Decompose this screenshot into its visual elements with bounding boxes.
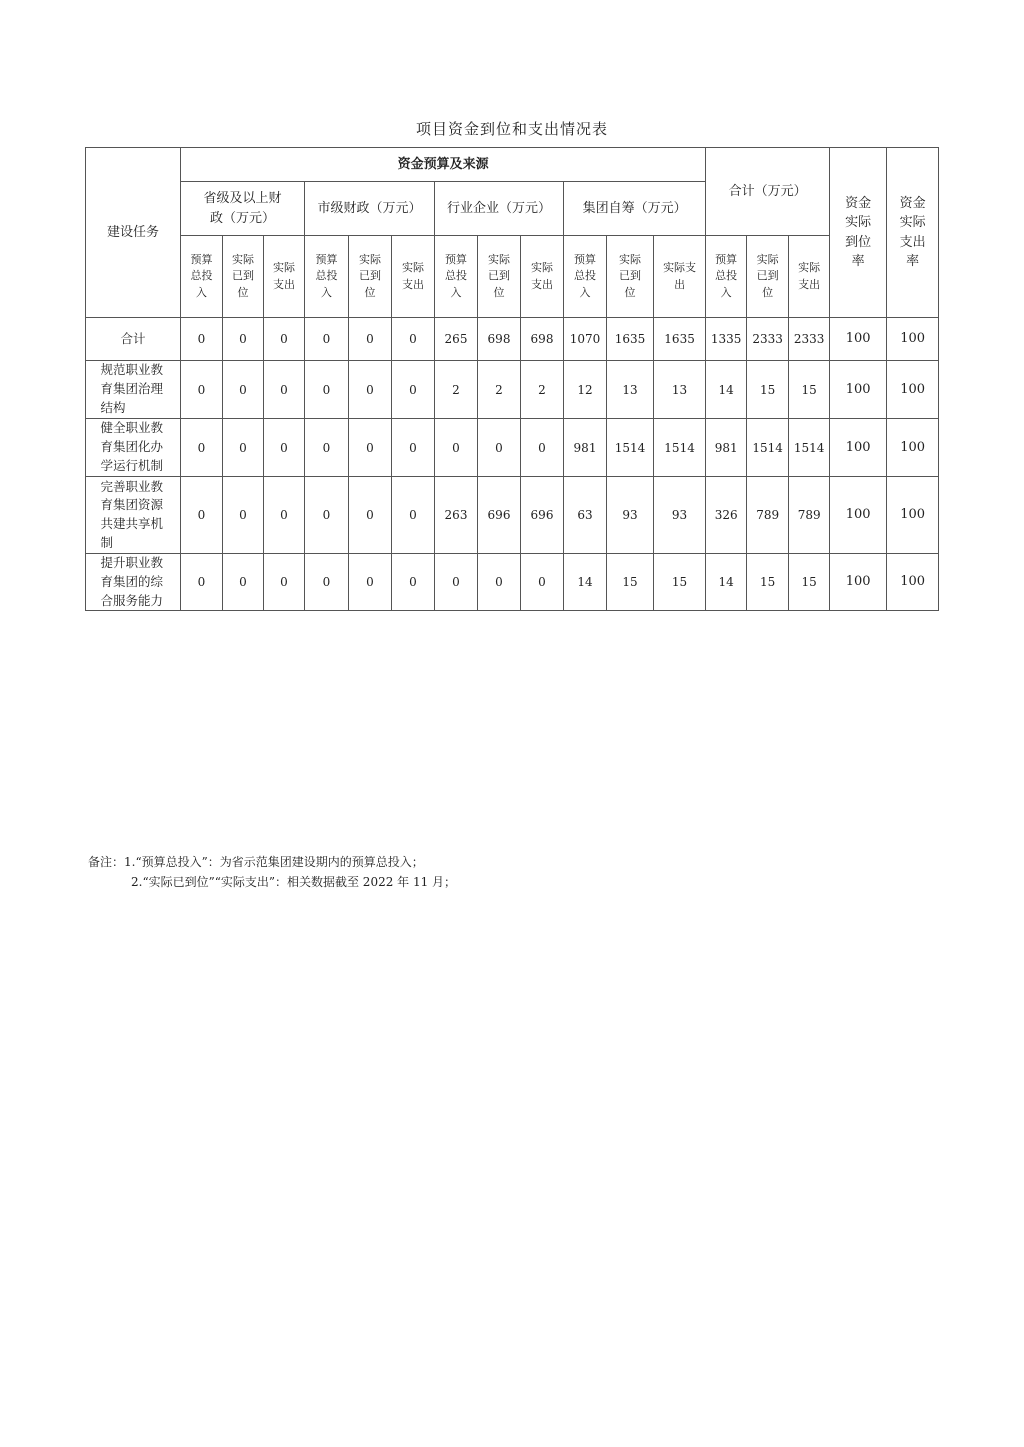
- table-row: [86, 477, 939, 554]
- cell-value: 15: [789, 361, 830, 419]
- cell-value: 0: [305, 318, 349, 361]
- header-group-provincial: 省级及以上财政（万元）: [181, 182, 305, 236]
- table-row: [86, 361, 939, 419]
- cell-value: 0: [392, 477, 435, 554]
- row-label: 完善职业教育集团资源共建共享机制: [86, 477, 181, 554]
- cell-value: 0: [223, 554, 264, 611]
- cell-value: 0: [223, 477, 264, 554]
- cell-value: 0: [349, 318, 392, 361]
- row-label: 合计: [86, 318, 181, 361]
- cell-value: 263: [435, 477, 478, 554]
- cell-value: 1514: [654, 419, 706, 477]
- cell-value: 63: [564, 477, 607, 554]
- header-sub-arrived: 实际已到位: [478, 236, 521, 318]
- header-sub-budget: 预算总投入: [305, 236, 349, 318]
- cell-value: 13: [654, 361, 706, 419]
- cell-value: 0: [305, 419, 349, 477]
- cell-value: 0: [521, 419, 564, 477]
- header-group-industry: 行业企业（万元）: [435, 182, 564, 236]
- cell-value: 1335: [706, 318, 747, 361]
- cell-value: 14: [564, 554, 607, 611]
- cell-value: 698: [521, 318, 564, 361]
- cell-value: 12: [564, 361, 607, 419]
- cell-value: 0: [264, 419, 305, 477]
- cell-value: 0: [392, 554, 435, 611]
- header-sub-arrived: 实际已到位: [747, 236, 789, 318]
- cell-value: 93: [607, 477, 654, 554]
- header-sub-spent: 实际支出: [392, 236, 435, 318]
- cell-arrival-rate: 100: [830, 419, 887, 477]
- cell-value: 2: [521, 361, 564, 419]
- header-sub-spent: 实际支出: [521, 236, 564, 318]
- cell-value: 2: [435, 361, 478, 419]
- cell-value: 15: [747, 554, 789, 611]
- cell-value: 981: [564, 419, 607, 477]
- header-budget-sources: 资金预算及来源: [181, 148, 706, 182]
- cell-value: 0: [478, 419, 521, 477]
- cell-value: 1070: [564, 318, 607, 361]
- cell-spend-rate: 100: [887, 477, 939, 554]
- cell-value: 15: [747, 361, 789, 419]
- cell-value: 789: [789, 477, 830, 554]
- cell-value: 1514: [789, 419, 830, 477]
- cell-arrival-rate: 100: [830, 361, 887, 419]
- header-sub-budget: 预算总投入: [564, 236, 607, 318]
- cell-value: 0: [305, 477, 349, 554]
- cell-arrival-rate: 100: [830, 554, 887, 611]
- cell-value: 15: [607, 554, 654, 611]
- funds-table: [85, 147, 939, 611]
- cell-value: 0: [392, 361, 435, 419]
- cell-value: 0: [435, 419, 478, 477]
- cell-value: 0: [264, 477, 305, 554]
- cell-value: 93: [654, 477, 706, 554]
- cell-value: 0: [181, 361, 223, 419]
- header-spend-rate: 资金实际支出率: [887, 148, 939, 318]
- header-total: 合计（万元）: [706, 148, 830, 236]
- header-arrival-rate: 资金实际到位率: [830, 148, 887, 318]
- cell-value: 0: [223, 419, 264, 477]
- cell-value: 0: [264, 361, 305, 419]
- cell-value: 0: [181, 318, 223, 361]
- page-title: 项目资金到位和支出情况表: [415, 120, 608, 138]
- cell-value: 326: [706, 477, 747, 554]
- cell-value: 1635: [654, 318, 706, 361]
- cell-value: 0: [392, 318, 435, 361]
- header-sub-budget: 预算总投入: [181, 236, 223, 318]
- cell-value: 15: [654, 554, 706, 611]
- cell-value: 1514: [607, 419, 654, 477]
- header-group-self-raised: 集团自筹（万元）: [564, 182, 706, 236]
- cell-value: 0: [349, 419, 392, 477]
- cell-spend-rate: 100: [887, 419, 939, 477]
- header-sub-arrived: 实际已到位: [607, 236, 654, 318]
- header-sub-spent: 实际支出: [789, 236, 830, 318]
- cell-value: 0: [392, 419, 435, 477]
- cell-value: 696: [521, 477, 564, 554]
- header-sub-arrived: 实际已到位: [223, 236, 264, 318]
- cell-arrival-rate: 100: [830, 477, 887, 554]
- row-label: 规范职业教育集团治理结构: [86, 361, 181, 419]
- cell-value: 981: [706, 419, 747, 477]
- row-label: 健全职业教育集团化办学运行机制: [86, 419, 181, 477]
- header-group-municipal: 市级财政（万元）: [305, 182, 435, 236]
- cell-value: 0: [223, 361, 264, 419]
- cell-value: 0: [478, 554, 521, 611]
- cell-value: 0: [521, 554, 564, 611]
- cell-value: 2333: [789, 318, 830, 361]
- cell-spend-rate: 100: [887, 318, 939, 361]
- cell-value: 789: [747, 477, 789, 554]
- cell-value: 13: [607, 361, 654, 419]
- cell-value: 0: [305, 554, 349, 611]
- note-line-2: 2.“实际已到位”“实际支出”：相关数据截至 2022 年 11 月；: [131, 875, 457, 889]
- cell-arrival-rate: 100: [830, 318, 887, 361]
- header-sub-budget: 预算总投入: [435, 236, 478, 318]
- cell-value: 0: [349, 554, 392, 611]
- cell-value: 14: [706, 554, 747, 611]
- header-task: 建设任务: [86, 148, 181, 318]
- cell-value: 2333: [747, 318, 789, 361]
- cell-value: 0: [181, 419, 223, 477]
- cell-value: 0: [305, 361, 349, 419]
- header-sub-arrived: 实际已到位: [349, 236, 392, 318]
- cell-value: 0: [349, 477, 392, 554]
- cell-value: 14: [706, 361, 747, 419]
- cell-value: 0: [223, 318, 264, 361]
- cell-value: 1635: [607, 318, 654, 361]
- header-sub-budget: 预算总投入: [706, 236, 747, 318]
- table-row: [86, 419, 939, 477]
- cell-value: 696: [478, 477, 521, 554]
- cell-value: 0: [435, 554, 478, 611]
- row-label: 提升职业教育集团的综合服务能力: [86, 554, 181, 611]
- cell-value: 0: [264, 554, 305, 611]
- cell-value: 265: [435, 318, 478, 361]
- table-row: [86, 554, 939, 611]
- cell-value: 1514: [747, 419, 789, 477]
- cell-value: 0: [349, 361, 392, 419]
- cell-value: 15: [789, 554, 830, 611]
- cell-value: 0: [181, 477, 223, 554]
- table-row: [86, 318, 939, 361]
- cell-spend-rate: 100: [887, 361, 939, 419]
- cell-value: 698: [478, 318, 521, 361]
- header-sub-spent: 实际支出: [264, 236, 305, 318]
- cell-spend-rate: 100: [887, 554, 939, 611]
- note-line-1: 备注：1.“预算总投入”：为省示范集团建设期内的预算总投入；: [88, 855, 424, 869]
- cell-value: 0: [181, 554, 223, 611]
- cell-value: 0: [264, 318, 305, 361]
- header-sub-spent: 实际支出: [654, 236, 706, 318]
- cell-value: 2: [478, 361, 521, 419]
